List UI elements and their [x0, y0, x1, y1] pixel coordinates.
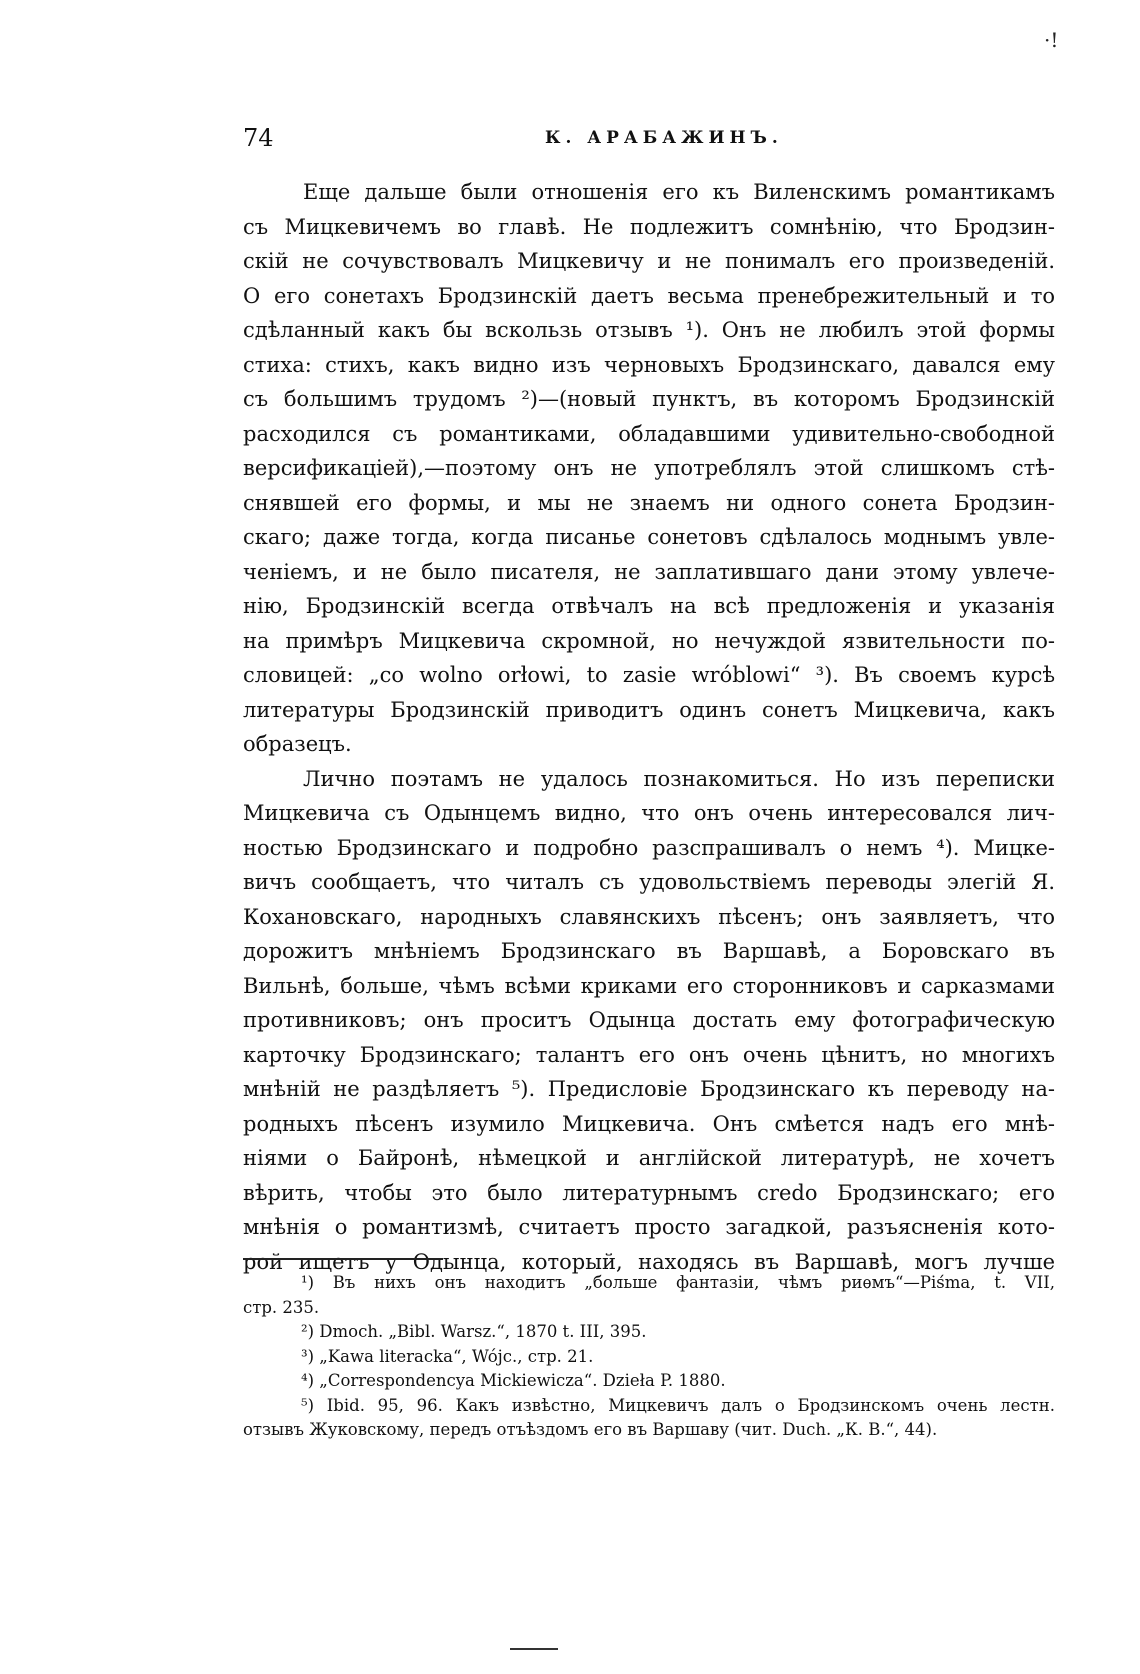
text-line: карточку Бродзинскаго; талантъ его онъ очень цѣнитъ, но многихъ — [243, 1042, 1055, 1067]
text-line: скій не сочувствовалъ Мицкевичу и не понималъ его произведеній. — [243, 249, 1055, 273]
text-line: Еще дальше были отношенія его къ Виленскимъ романтикамъ — [303, 180, 1055, 204]
margin-mark: ·! — [1044, 28, 1059, 52]
footnote-rule — [243, 1258, 443, 1260]
text-line: Мицкевича съ Одынцемъ видно, что онъ очень интересовался лич- — [243, 801, 1055, 825]
footnote-1: ¹) Въ нихъ онъ находитъ „больше фантазіи, чѣмъ риѳмъ“—Piśma, t. VII, — [301, 1273, 1055, 1292]
text-line: ченіемъ, и не было писателя, не заплатившаго дани этому увлече- — [243, 559, 1055, 584]
footnote-4: ⁴) „Correspondencya Mickiewicza“. Dzieła P. 1880. — [301, 1371, 726, 1390]
text-line: расходился съ романтиками, обладавшими удивительно-свободной — [243, 421, 1055, 446]
text-line: словицей: „co wolno orłowi, to zasie wróblowi“ ³). Въ своемъ курсѣ — [243, 663, 1055, 687]
footnote-3: ³) „Kawa literacka“, Wójc., стр. 21. — [301, 1346, 594, 1366]
text-line: рой ищетъ у Одынца, который, находясь въ Варшавѣ, могъ лучше — [243, 1249, 1055, 1274]
footnote-2: ²) Dmoch. „Bibl. Warsz.“, 1870 t. III, 395. — [301, 1322, 647, 1341]
text-line: сдѣланный какъ бы вскользь отзывъ ¹). Онъ не любилъ этой формы — [243, 318, 1055, 342]
text-line: мнѣній не раздѣляетъ ⁵). Предисловіе Бродзинскаго къ переводу на- — [243, 1077, 1055, 1101]
text-line: нію, Бродзинскій всегда отвѣчалъ на всѣ предложенія и указанія — [243, 594, 1055, 618]
text-line: Кохановскаго, народныхъ славянскихъ пѣсенъ; онъ заявляетъ, что — [243, 904, 1055, 929]
main-text — [243, 175, 1055, 1279]
text-line: скаго; даже тогда, когда писанье сонетовъ сдѣлалось моднымъ увле- — [243, 525, 1055, 549]
text-line: стиха: стихъ, какъ видно изъ черновыхъ Бродзинскаго, давался ему — [243, 352, 1055, 377]
text-line: версификаціей),—поэтому онъ не употреблялъ этой слишкомъ стѣ- — [243, 456, 1055, 480]
footnote-5: ⁵) Ibid. 95, 96. Какъ извѣстно, Мицкевичъ далъ о Бродзинскомъ очень лестн. — [301, 1395, 1055, 1415]
text-line: противниковъ; онъ проситъ Одынца достать ему фотографическую — [243, 1008, 1055, 1032]
text-line: дорожитъ мнѣніемъ Бродзинскаго въ Варшавѣ, а Боровскаго въ — [243, 939, 1055, 963]
page-header — [243, 124, 1053, 164]
text-line: родныхъ пѣсенъ изумило Мицкевича. Онъ смѣется надъ его мнѣ- — [243, 1111, 1055, 1136]
text-line: вичъ сообщаетъ, что читалъ съ удовольствіемъ переводы элегій Я. — [243, 870, 1055, 894]
running-title: К. АРАБАЖИНЪ. — [545, 128, 783, 148]
text-line: съ большимъ трудомъ ²)—(новый пунктъ, въ которомъ Бродзинскій — [243, 387, 1055, 411]
text-line: на примѣръ Мицкевича скромной, но нечуждой язвительности по- — [243, 628, 1055, 653]
text-line: образецъ. — [243, 732, 352, 756]
text-line: снявшей его формы, и мы не знаемъ ни одного сонета Бродзин- — [243, 490, 1055, 515]
footnotes — [243, 1271, 1055, 1443]
text-line: вѣрить, чтобы это было литературнымъ credo Бродзинскаго; его — [243, 1180, 1055, 1205]
text-line: мнѣнія о романтизмѣ, считаетъ просто загадкой, разъясненія кото- — [243, 1215, 1055, 1239]
text-line: О его сонетахъ Бродзинскій даетъ весьма пренебрежительный и то — [243, 283, 1055, 308]
footnote-1-continued: стр. 235. — [243, 1297, 320, 1317]
text-line: ніями о Байронѣ, нѣмецкой и англійской литературѣ, не хочетъ — [243, 1146, 1055, 1170]
text-line: съ Мицкевичемъ во главѣ. Не подлежитъ сомнѣнію, что Бродзин- — [243, 214, 1055, 239]
page-number: 74 — [243, 124, 274, 152]
text-line: ностью Бродзинскаго и подробно разспрашивалъ о немъ ⁴). Мицке- — [243, 835, 1055, 860]
bottom-printer-mark — [510, 1648, 558, 1650]
footnote-5-continued: отзывъ Жуковскому, передъ отъѣздомъ его въ Варшаву (чит. Duch. „К. В.“, 44). — [243, 1420, 938, 1439]
text-line: Вильнѣ, больше, чѣмъ всѣми криками его сторонниковъ и сарказмами — [243, 973, 1055, 998]
text-line: Лично поэтамъ не удалось познакомиться. Но изъ переписки — [303, 766, 1055, 791]
text-line: литературы Бродзинскій приводитъ одинъ сонетъ Мицкевича, какъ — [243, 697, 1055, 722]
